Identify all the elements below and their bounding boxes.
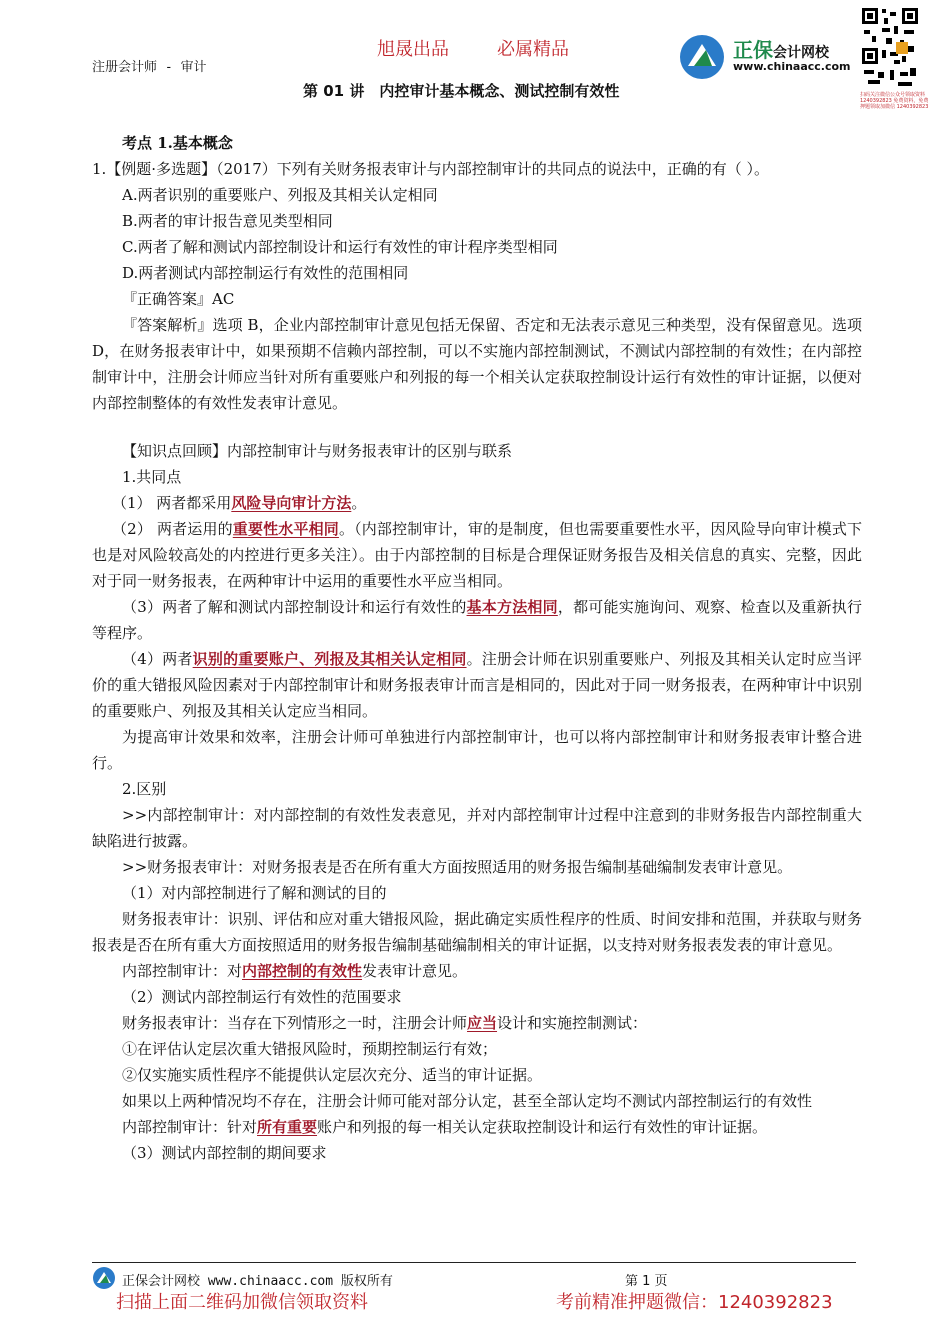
section-title: 考点 1.基本概念 [122, 134, 233, 152]
highlight-term: 所有重要 [257, 1118, 318, 1136]
footer-divider [92, 1262, 856, 1263]
option-b: B.两者的审计报告意见类型相同 [122, 212, 333, 230]
similarity-2: （2） 两者运用的重要性水平相同。（内部控制审计，审的是制度，但也需要重要性水平，因风险导向审计模式下也是对风险较高处的内控进行更多关注）。由于内部控制的目标是合理保证财务报告及相关信息的真实、完整，因此对于同一财务报表，在两种审计中运用的重要性水平应当相同。 [92, 520, 862, 590]
highlight-term: 风险导向审计方法 [231, 494, 352, 512]
purpose-ic: 内部控制审计：对内部控制的有效性发表审计意见。 [122, 962, 468, 980]
review-title: 【知识点回顾】内部控制审计与财务报表审计的区别与联系 [122, 442, 513, 460]
footer-copyright: 正保会计网校 www.chinaacc.com 版权所有 [122, 1274, 393, 1289]
slogan-left: 旭晟出品 [377, 39, 449, 60]
highlight-term: 基本方法相同 [466, 598, 558, 616]
logo-name: 正保 [733, 38, 773, 62]
qr-note: 扫码关注微信公众号领取资料 1240392823 免费资料，免费押题领取加微信 1240392823 [860, 92, 929, 110]
option-d: D.两者测试内部控制运行有效性的范围相同 [122, 264, 409, 282]
scope-condition-1: ①在评估认定层次重大错报风险时，预期控制运行有效； [122, 1040, 498, 1058]
promo-left: 扫描上面二维码加微信领取资料 [116, 1292, 368, 1313]
highlight-term: 识别的重要账户、列报及其相关认定相同 [192, 650, 467, 668]
subject-label: 注册会计师 - 审计 [92, 60, 207, 75]
purpose-fs: 财务报表审计：识别、评估和应对重大错报风险，据此确定实质性程序的性质、时间安排和范围，并获取与财务报表是否在所有重大方面按照适用的财务报告编制基础编制相关的审计证据，以支持对财务报表发表的审计意见。 [92, 910, 862, 954]
sub-title-3: （3）测试内部控制的期间要求 [122, 1144, 327, 1162]
option-c: C.两者了解和测试内部控制设计和运行有效性的审计程序类型相同 [122, 238, 558, 256]
differences-title: 2.区别 [122, 780, 167, 798]
lecture-title: 第 01 讲 内控审计基本概念、测试控制有效性 [303, 82, 620, 100]
logo-url: www.chinaacc.com [733, 60, 851, 73]
scope-ic: 内部控制审计：针对所有重要账户和列报的每一相关认定获取控制设计和运行有效性的审计证据。 [122, 1118, 768, 1136]
promo-right: 考前精准押题微信：1240392823 [556, 1292, 833, 1313]
similarity-4: （4）两者识别的重要账户、列报及其相关认定相同。注册会计师在识别重要账户、列报及其相关认定时应当评价的重大错报风险因素对于内部控制审计和财务报表审计而言是相同的，因此对于同一财务报表，在两种审计中识别的重要账户、列报及其相关认定应当相同。 [92, 650, 862, 720]
question-stem: 1.【例题·多选题】（2017）下列有关财务报表审计与内部控制审计的共同点的说法中，正确的有（ ）。 [92, 160, 770, 178]
scope-fs: 财务报表审计：当存在下列情形之一时，注册会计师应当设计和实施控制测试： [122, 1014, 648, 1032]
highlight-term: 重要性水平相同 [232, 520, 339, 538]
scope-none-note: 如果以上两种情况均不存在，注册会计师可能对部分认定，甚至全部认定均不测试内部控制运行的有效性 [122, 1092, 813, 1110]
highlight-term: 应当 [467, 1014, 498, 1032]
logo-emblem-icon [678, 32, 728, 82]
option-a: A.两者识别的重要账户、列报及其相关认定相同 [122, 186, 438, 204]
similarities-title: 1.共同点 [122, 468, 182, 486]
brand-logo [678, 32, 858, 82]
slogan-right: 必属精品 [497, 39, 569, 60]
document-body [92, 130, 862, 1166]
highlight-term: 内部控制的有效性 [242, 962, 363, 980]
integration-note: 为提高审计效果和效率，注册会计师可单独进行内部控制审计，也可以将内部控制审计和财务报表审计整合进行。 [92, 728, 862, 772]
similarity-1: （1） 两者都采用风险导向审计方法。 [112, 494, 367, 512]
similarity-3: （3）两者了解和测试内部控制设计和运行有效性的基本方法相同，都可能实施询问、观察、检查以及重新执行等程序。 [92, 598, 862, 642]
scope-condition-2: ②仅实施实质性程序不能提供认定层次充分、适当的审计证据。 [122, 1066, 543, 1084]
sub-title-2: （2）测试内部控制运行有效性的范围要求 [122, 988, 402, 1006]
qr-code-icon [860, 6, 920, 90]
answer-analysis: 『答案解析』选项 B，企业内部控制审计意见包括无保留、否定和无法表示意见三种类型，没有保留意见。选项 D，在财务报表审计中，如果预期不信赖内部控制，可以不实施内部控制测试，不测试内部控制的有效性；在内部控制审计中，注册会计师应当针对所有重要账户和列报的每一个相关认定获取控制设计运行有效性的审计证据，以便对内部控制整体的有效性发表审计意见。 [92, 316, 862, 412]
difference-ic: >>内部控制审计：对内部控制的有效性发表意见，并对内部控制审计过程中注意到的非财务报告内部控制重大缺陷进行披露。 [92, 806, 862, 850]
footer-logo-icon [92, 1266, 116, 1290]
correct-answer: 『正确答案』AC [122, 290, 235, 308]
sub-title-1: （1）对内部控制进行了解和测试的目的 [122, 884, 387, 902]
difference-fs: >>财务报表审计：对财务报表是否在所有重大方面按照适用的财务报告编制基础编制发表审计意见。 [122, 858, 793, 876]
logo-school: 会计网校 [773, 45, 829, 61]
page-number: 第 1 页 [625, 1274, 668, 1289]
